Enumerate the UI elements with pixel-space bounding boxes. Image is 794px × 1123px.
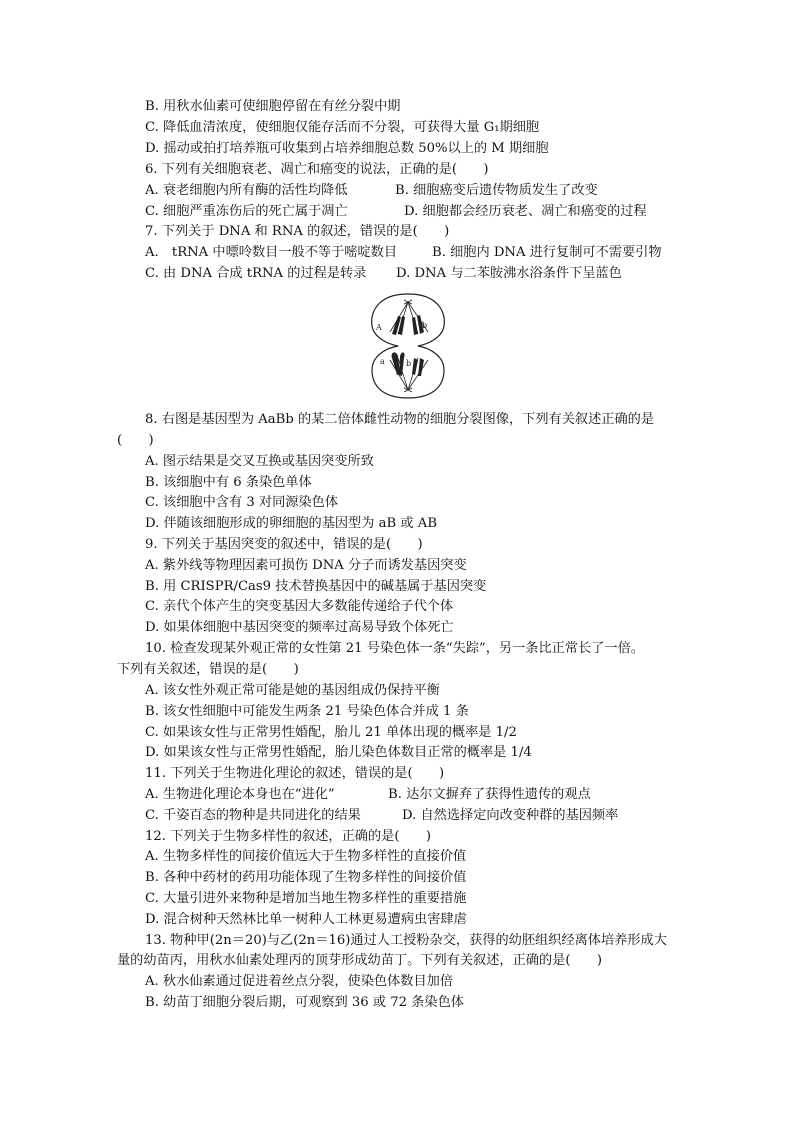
q10-option-d: D. 如果该女性与正常男性婚配，胎儿染色体数目正常的概率是 1/4 [145, 745, 532, 760]
q13-option-a: A. 秋水仙素通过促进着丝点分裂，使染色体数目加倍 [145, 974, 454, 989]
q9-stem: 9. 下列关于基因突变的叙述中，错误的是( ) [145, 537, 423, 552]
q8-option-c: C. 该细胞中含有 3 对同源染色体 [145, 495, 339, 510]
figure-label-upper-left: A [376, 323, 382, 332]
q7-option-a: A. tRNA 中嘌呤数目一般不等于嘧啶数目 [145, 245, 398, 260]
figure-label-upper-right: b [422, 321, 428, 330]
q7-option-c: C. 由 DNA 合成 tRNA 的过程是转录 [145, 266, 367, 281]
q13-option-b: B. 幼苗丁细胞分裂后期，可观察到 36 或 72 条染色体 [145, 995, 464, 1010]
q13-stem: 13. 物种甲(2n＝20)与乙(2n＝16)通过人工授粉杂交，获得的幼胚组织经离体培养形成大 [145, 933, 667, 948]
q12-option-d: D. 混合树种天然林比单一树种人工林更易遭病虫害肆虐 [145, 912, 467, 927]
q12-option-b: B. 各种中药材的药用功能体现了生物多样性的间接价值 [145, 870, 467, 885]
q6-stem: 6. 下列有关细胞衰老、凋亡和癌变的说法，正确的是( ) [145, 162, 489, 177]
q11-option-c: C. 千姿百态的物种是共同进化的结果 [145, 808, 361, 823]
q12-stem: 12. 下列关于生物多样性的叙述，正确的是( ) [145, 829, 432, 844]
q9-option-b: B. 用 CRISPR/Cas9 技术替换基因中的碱基属于基因突变 [145, 579, 487, 594]
q8-option-a: A. 图示结果是交叉互换或基因突变所致 [145, 454, 374, 469]
q6-option-c: C. 细胞严重冻伤后的死亡属于凋亡 [145, 204, 348, 219]
q5-option-d: D. 摇动或拍打培养瓶可收集到占培养细胞总数 50%以上的 M 期细胞 [145, 141, 549, 156]
q9-option-a: A. 紫外线等物理因素可损伤 DNA 分子而诱发基因突变 [145, 558, 467, 573]
figure-label-lower-right: b [406, 359, 412, 368]
q8-option-b: B. 该细胞中有 6 条染色单体 [145, 475, 312, 490]
q5-option-c: C. 降低血清浓度，使细胞仅能存活而不分裂，可获得大量 G₁期细胞 [145, 120, 540, 135]
q7-stem: 7. 下列关于 DNA 和 RNA 的叙述，错误的是( ) [145, 224, 450, 239]
q11-option-d: D. 自然选择定向改变种群的基因频率 [402, 808, 619, 823]
q6-option-d: D. 细胞都会经历衰老、凋亡和癌变的过程 [404, 204, 647, 219]
figure-label-lower-left: a [380, 357, 385, 366]
cell-division-figure [368, 290, 448, 402]
q11-option-a: A. 生物进化理论本身也在“进化” [145, 787, 335, 802]
q6-option-a: A. 衰老细胞内所有酶的活性均降低 [145, 183, 348, 198]
q9-option-d: D. 如果体细胞中基因突变的频率过高易导致个体死亡 [145, 620, 454, 635]
q5-option-b: B. 用秋水仙素可使细胞停留在有丝分裂中期 [145, 99, 401, 114]
q12-option-a: A. 生物多样性的间接价值远大于生物多样性的直接价值 [145, 849, 467, 864]
q10-option-c: C. 如果该女性与正常男性婚配，胎儿 21 单体出现的概率是 1/2 [145, 725, 517, 740]
q10-stem-continued: 下列有关叙述，错误的是( ) [117, 662, 299, 677]
q6-option-b: B. 细胞癌变后遗传物质发生了改变 [395, 183, 598, 198]
q11-stem: 11. 下列关于生物进化理论的叙述，错误的是( ) [145, 766, 445, 781]
q9-option-c: C. 亲代个体产生的突变基因大多数能传递给子代个体 [145, 599, 454, 614]
q10-stem: 10. 检查发现某外观正常的女性第 21 号染色体一条“失踪”，另一条比正常长了一倍。 [145, 641, 644, 656]
q11-option-b: B. 达尔文摒弃了获得性遗传的观点 [388, 787, 591, 802]
q10-option-b: B. 该女性细胞中可能发生两条 21 号染色体合并成 1 条 [145, 704, 469, 719]
q8-stem-continued: ( ) [117, 433, 154, 448]
q12-option-c: C. 大量引进外来物种是增加当地生物多样性的重要措施 [145, 891, 467, 906]
q8-stem: 8. 右图是基因型为 AaBb 的某二倍体雌性动物的细胞分裂图像，下列有关叙述正确的是 [145, 412, 655, 427]
q10-option-a: A. 该女性外观正常可能是她的基因组成仍保持平衡 [145, 683, 440, 698]
q7-option-d: D. DNA 与二苯胺沸水浴条件下呈蓝色 [396, 266, 622, 281]
q7-option-b: B. 细胞内 DNA 进行复制可不需要引物 [432, 245, 662, 260]
q13-stem-continued: 量的幼苗丙，用秋水仙素处理丙的顶芽形成幼苗丁。下列有关叙述，正确的是( ) [117, 953, 603, 968]
q8-option-d: D. 伴随该细胞形成的卵细胞的基因型为 aB 或 AB [145, 516, 438, 531]
